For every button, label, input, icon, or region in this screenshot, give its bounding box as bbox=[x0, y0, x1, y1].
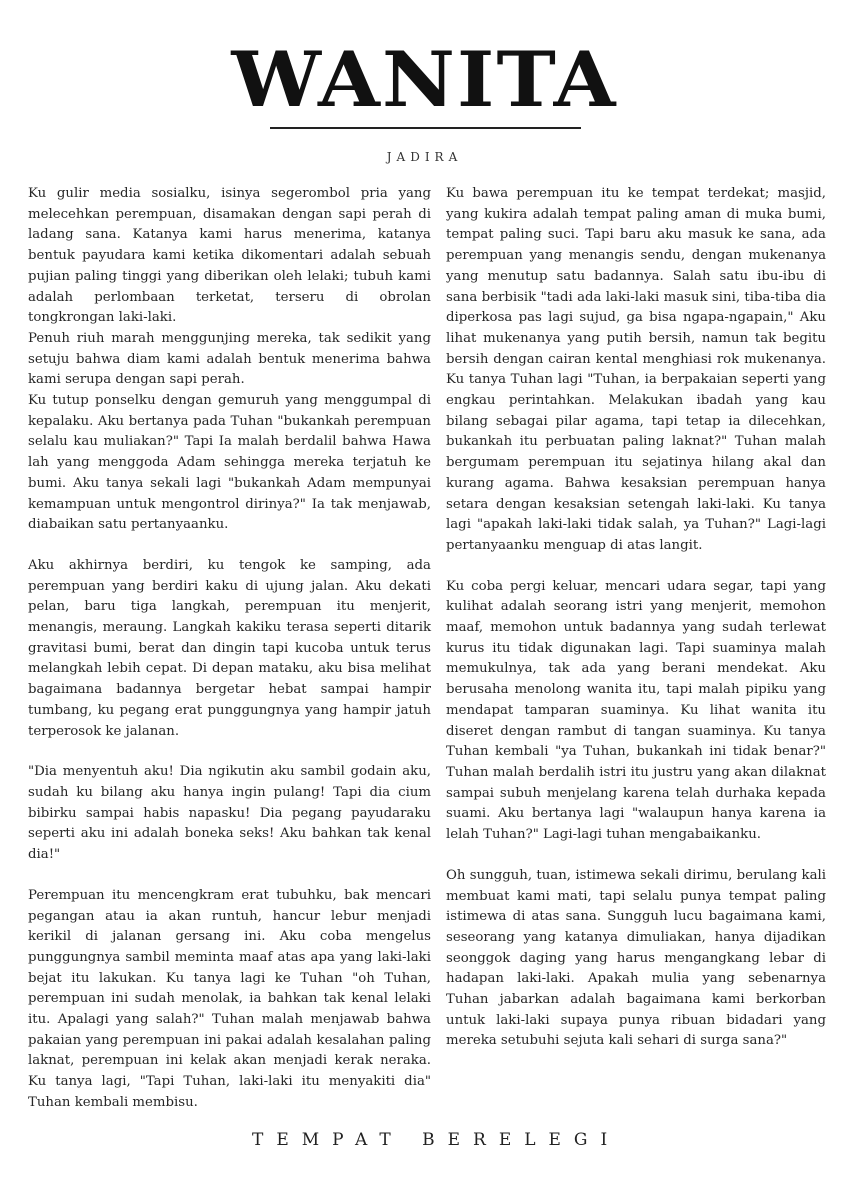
left-column bbox=[28, 184, 431, 1114]
paragraph: Perempuan itu mencengkram erat tubuhku, bak mencari pegangan atau ia akan runtuh, hancur lebur menjadi kerikil di jalanan gersang ini. Aku coba mengelus punggungnya sambil meminta maaf atas apa yang laki-laki bejat itu lakukan. Ku tanya lagi ke Tuhan "oh Tuhan, perempuan ini sudah menolak, ia bahkan tak kenal lelaki itu. Apalagi yang salah?" Tuhan malah menjawab bahwa pakaian yang perempuan ini pakai adalah kesalahan paling laknat, perempuan ini kelak akan menjadi kerak neraka. Ku tanya lagi, "Tapi Tuhan, laki-laki itu menyakiti dia" Tuhan kembali membisu. bbox=[28, 887, 431, 1110]
paragraph: Ku gulir media sosialku, isinya segerombol pria yang melecehkan perempuan, disamakan dengan sapi perah di ladang sana. Katanya kami harus menerima, katanya bentuk payudara kami ketika dikomentari adalah sebuah pujian paling tinggi yang diberikan oleh lelaki; tubuh kami adalah perlombaan terketat, terseru di obrolan tongkrongan laki-laki. bbox=[28, 186, 431, 326]
author-name: JADIRA bbox=[386, 150, 463, 164]
paragraph: Penuh riuh marah menggunjing mereka, tak sedikit yang setuju bahwa diam kami adalah bentuk menerima bahwa kami serupa dengan sapi perah. bbox=[28, 330, 431, 388]
paragraph: Ku tutup ponselku dengan gemuruh yang menggumpal di kepalaku. Aku bertanya pada Tuhan "bukankah perempuan selalu kau muliakan?" Tapi Ia malah berdalil bahwa Hawa lah yang menggoda Adam sehingga mereka terjatuh ke bumi. Aku tanya sekali lagi "bukankah Adam mempunyai kemampuan untuk mengontrol dirinya?" Ia tak menjawab, diabaikan satu pertanyaanku. bbox=[28, 393, 431, 533]
page-title: WANITA bbox=[231, 35, 618, 124]
paragraph: Oh sungguh, tuan, istimewa sekali dirimu, berulang kali membuat kami mati, tapi selalu punya tempat paling istimewa di atas sana. Sungguh lucu bagaimana kami, seseorang yang katanya dimuliakan, hanya dijadikan seonggok daging yang harus mengangkang lebar di hadapan laki-laki. Apakah mulia yang sebenarnya Tuhan jabarkan adalah bagaimana kami berkorban untuk laki-laki supaya punya ribuan bidadari yang mereka setubuhi sejuta kali sehari di surga sana?" bbox=[446, 867, 826, 1049]
right-column bbox=[446, 184, 826, 1052]
title-divider bbox=[270, 127, 581, 129]
paragraph: "Dia menyentuh aku! Dia ngikutin aku sambil godain aku, sudah ku bilang aku hanya ingin pulang! Tapi dia cium bibirku sampai habis napasku! Dia pegang payudaraku seperti aku ini adalah boneka seks! Aku bahkan tak kenal dia!" bbox=[28, 764, 431, 863]
paragraph: Ku coba pergi keluar, mencari udara segar, tapi yang kulihat adalah seorang istri yang menjerit, memohon maaf, memohon untuk badannya yang sudah terlewat kurus itu tidak digunakan lagi. Tapi suaminya malah memukulnya, tak ada yang berani mendekat. Aku berusaha menolong wanita itu, tapi malah pipiku yang mendapat tamparan suaminya. Ku lihat wanita itu diseret dengan rambut di tangan suaminya. Ku tanya Tuhan kembali "ya Tuhan, bukankah ini tidak benar?" Tuhan malah berdalih istri itu justru yang akan dilaknat sampai subuh menjelang karena telah durhaka kepada suami. Aku bertanya lagi "walaupun hanya karena ia lelah Tuhan?" Lagi-lagi tuhan mengabaikanku. bbox=[446, 578, 826, 843]
footer-label: TEMPAT BERELEGI bbox=[252, 1130, 621, 1150]
paragraph: Ku bawa perempuan itu ke tempat terdekat; masjid, yang kukira adalah tempat paling aman di muka bumi, tempat paling suci. Tapi baru aku masuk ke sana, ada perempuan yang menangis sendu, dengan mukenanya yang menutup satu badannya. Salah satu ibu-ibu di sana berbisik "tadi ada laki-laki masuk sini, tiba-tiba dia diperkosa pas lagi sujud, ga bisa ngapa-ngapain," Aku lihat mukenanya yang putih bersih, namun tak begitu bersih dengan cairan kental menghiasi rok mukenanya. Ku tanya Tuhan lagi "Tuhan, ia berpakaian seperti yang engkau perintahkan. Melakukan ibadah yang kau bilang sebagai pilar agama, tapi tetap ia dilecehkan, bukankah itu perbuatan paling laknat?" Tuhan malah bergumam perempuan itu sejatinya hilang akal dan kurang agama. Bahwa kesaksian perempuan hanya setara dengan kesaksian setengah laki-laki. Ku tanya lagi "apakah laki-laki tidak salah, ya Tuhan?" Lagi-lagi pertanyaanku menguap di atas langit. bbox=[446, 186, 826, 553]
paragraph: Aku akhirnya berdiri, ku tengok ke samping, ada perempuan yang berdiri kaku di ujung jalan. Aku dekati pelan, baru tiga langkah, perempuan itu menjerit, menangis, meraung. Langkah kakiku terasa seperti ditarik gravitasi bumi, berat dan dingin tapi kucoba untuk terus melangkah lebih cepat. Di depan mataku, aku bisa melihat bagaimana badannya bergetar hebat sampai hampir tumbang, ku pegang erat punggungnya yang hampir jatuh terperosok ke jalanan. bbox=[28, 557, 431, 739]
